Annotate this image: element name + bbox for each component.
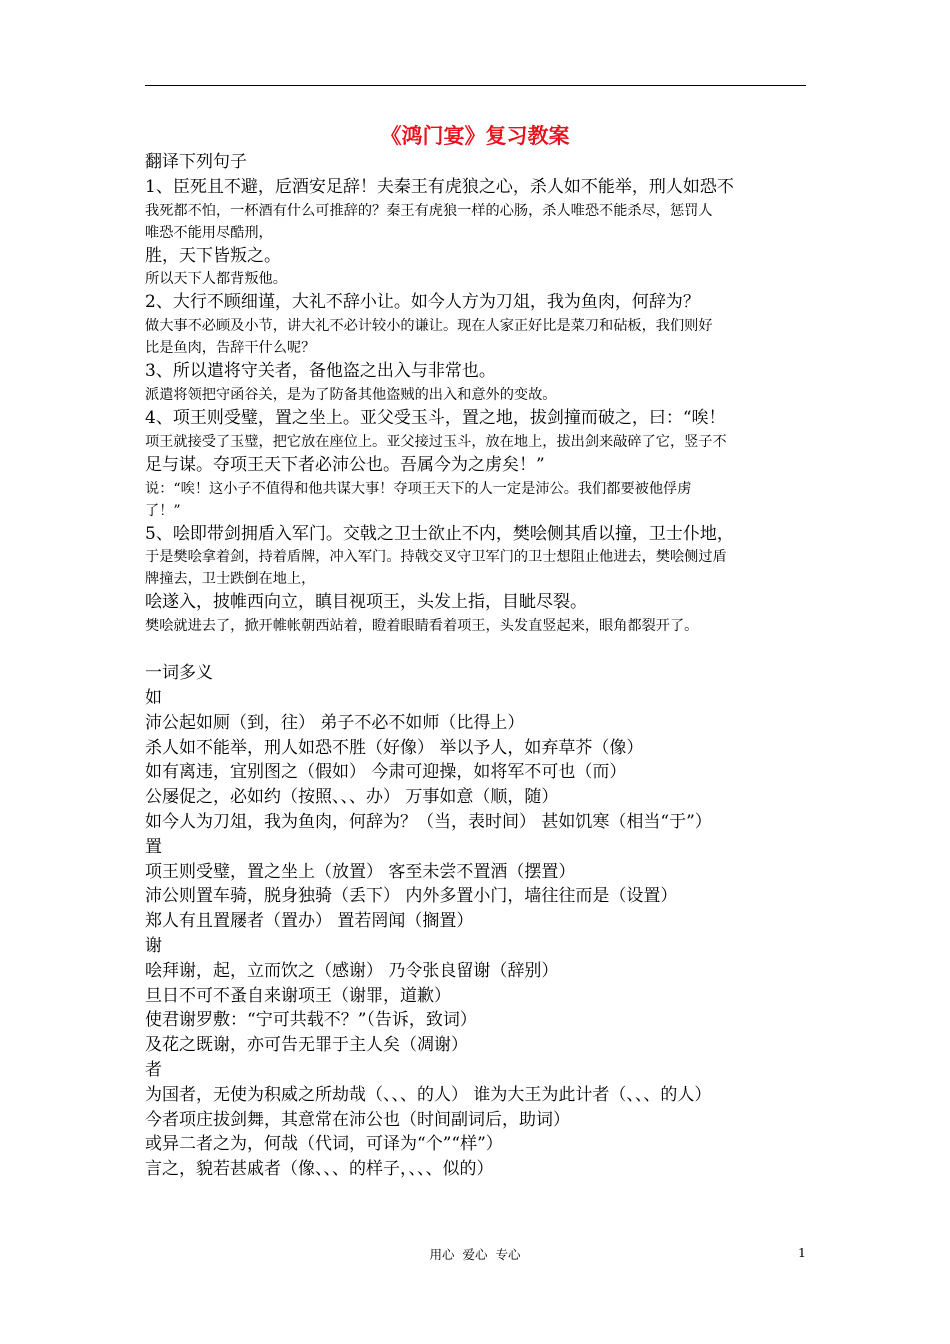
text-line: 谢: [145, 935, 162, 956]
document-title: 《鸿门宴》复习教案: [380, 123, 570, 148]
text-line: 3、所以遣将守关者，备他盗之出入与非常也。: [145, 361, 496, 382]
text-line: 足与谋。夺项王天下者必沛公也。吾属今为之虏矣！”: [145, 454, 545, 475]
translation-line: 所以天下人都背叛他。: [145, 271, 287, 288]
text-line: 杀人如不能举，刑人如恐不胜（好像） 举以予人，如弃草芥（像）: [145, 737, 644, 758]
text-line: 哙拜谢，起，立而饮之（感谢） 乃令张良留谢（辞别）: [145, 960, 559, 981]
translation-line: 我死都不怕，一杯酒有什么可推辞的？秦王有虎狼一样的心肠，杀人唯恐不能杀尽，惩罚人: [145, 202, 713, 219]
text-line: 5、哙即带剑拥盾入军门。交戟之卫士欲止不内，樊哙侧其盾以撞，卫士仆地，: [145, 523, 734, 544]
text-line: 一词多义: [145, 663, 213, 684]
translation-line: 了！”: [145, 502, 181, 519]
page-number: 1: [798, 1245, 806, 1260]
text-line: 旦日不可不蚤自来谢项王（谢罪，道歉）: [145, 985, 451, 1006]
text-line: 1、臣死且不避，卮酒安足辞！夫秦王有虎狼之心，杀人如不能举，刑人如恐不: [145, 176, 734, 197]
blank-line: [145, 637, 810, 661]
header-rule: [145, 85, 806, 86]
text-line: 2、大行不顾细谨，大礼不辞小让。如今人方为刀俎，我为鱼肉，何辞为？: [145, 292, 700, 313]
text-line: 如今人为刀俎，我为鱼肉，何辞为？（当，表时间） 甚如饥寒（相当“于”）: [145, 811, 712, 832]
translation-line: 派遣将领把守函谷关，是为了防备其他盗贼的出入和意外的变故。: [145, 386, 557, 403]
text-line: 置: [145, 836, 162, 857]
text-line: 及花之既谢，亦可告无罪于主人矣（凋谢）: [145, 1035, 468, 1056]
translation-line: 牌撞去，卫士跌倒在地上，: [145, 571, 316, 588]
text-line: 沛公起如厕（到，往） 弟子不必不如师（比得上）: [145, 712, 525, 733]
document-body: [145, 150, 810, 1182]
text-line: 或异二者之为，何哉（代词，可译为“个”“样”）: [145, 1134, 503, 1155]
text-line: 使君谢罗敷：“宁可共载不？”（告诉，致词）: [145, 1010, 477, 1031]
translation-line: 于是樊哙拿着剑，持着盾牌，冲入军门。持戟交叉守卫军门的卫士想阻止他进去，樊哙侧过盾: [145, 549, 727, 566]
translation-line: 唯恐不能用尽酷刑，: [145, 224, 273, 241]
text-line: 言之，貌若甚戚者（像、、、的样子，、、、似的）: [145, 1159, 494, 1180]
text-line: 为国者，无使为积威之所劫哉（、、、的人） 谁为大王为此计者（、、、的人）: [145, 1084, 712, 1105]
translation-line: 项王就接受了玉璧，把它放在座位上。亚父接过玉斗，放在地上，拔出剑来敲碎了它，竖子不: [145, 433, 727, 450]
translation-line: 樊哙就进去了，掀开帷帐朝西站着，瞪着眼睛看着项王，头发直竖起来，眼角都裂开了。: [145, 618, 699, 635]
text-line: 胜，天下皆叛之。: [145, 245, 281, 266]
text-line: 者: [145, 1059, 162, 1080]
footer-text: 用心 爱心 专心: [429, 1247, 521, 1262]
translation-line: 说：“唉！这小子不值得和他共谋大事！夺项王天下的人一定是沛公。我们都要被他俘虏: [145, 480, 692, 497]
text-line: 如有离违，宜别图之（假如） 今肃可迎操，如将军不可也（而）: [145, 762, 627, 783]
text-line: 如: [145, 687, 162, 708]
text-line: 郑人有且置屦者（置办） 置若罔闻（搁置）: [145, 911, 474, 932]
text-line: 今者项庄拔剑舞，其意常在沛公也（时间副词后，助词）: [145, 1109, 570, 1130]
translation-line: 做大事不必顾及小节，讲大礼不必计较小的谦让。现在人家正好比是菜刀和砧板，我们则好: [145, 318, 713, 335]
text-line: 公屡促之，必如约（按照、、、办） 万事如意（顺，随）: [145, 787, 559, 808]
translation-line: 比是鱼肉，告辞干什么呢？: [145, 340, 316, 357]
text-line: 沛公则置车骑，脱身独骑（丢下） 内外多置小门，墙往往而是（设置）: [145, 886, 678, 907]
text-line: 哙遂入，披帷西向立，瞋目视项王，头发上指，目眦尽裂。: [145, 592, 587, 613]
text-line: 翻译下列句子: [145, 152, 247, 172]
text-line: 项王则受璧，置之坐上（放置） 客至未尝不置酒（摆置）: [145, 861, 576, 882]
text-line: 4、项王则受璧，置之坐上。亚父受玉斗，置之地，拔剑撞而破之，曰：“唉！: [145, 407, 726, 428]
